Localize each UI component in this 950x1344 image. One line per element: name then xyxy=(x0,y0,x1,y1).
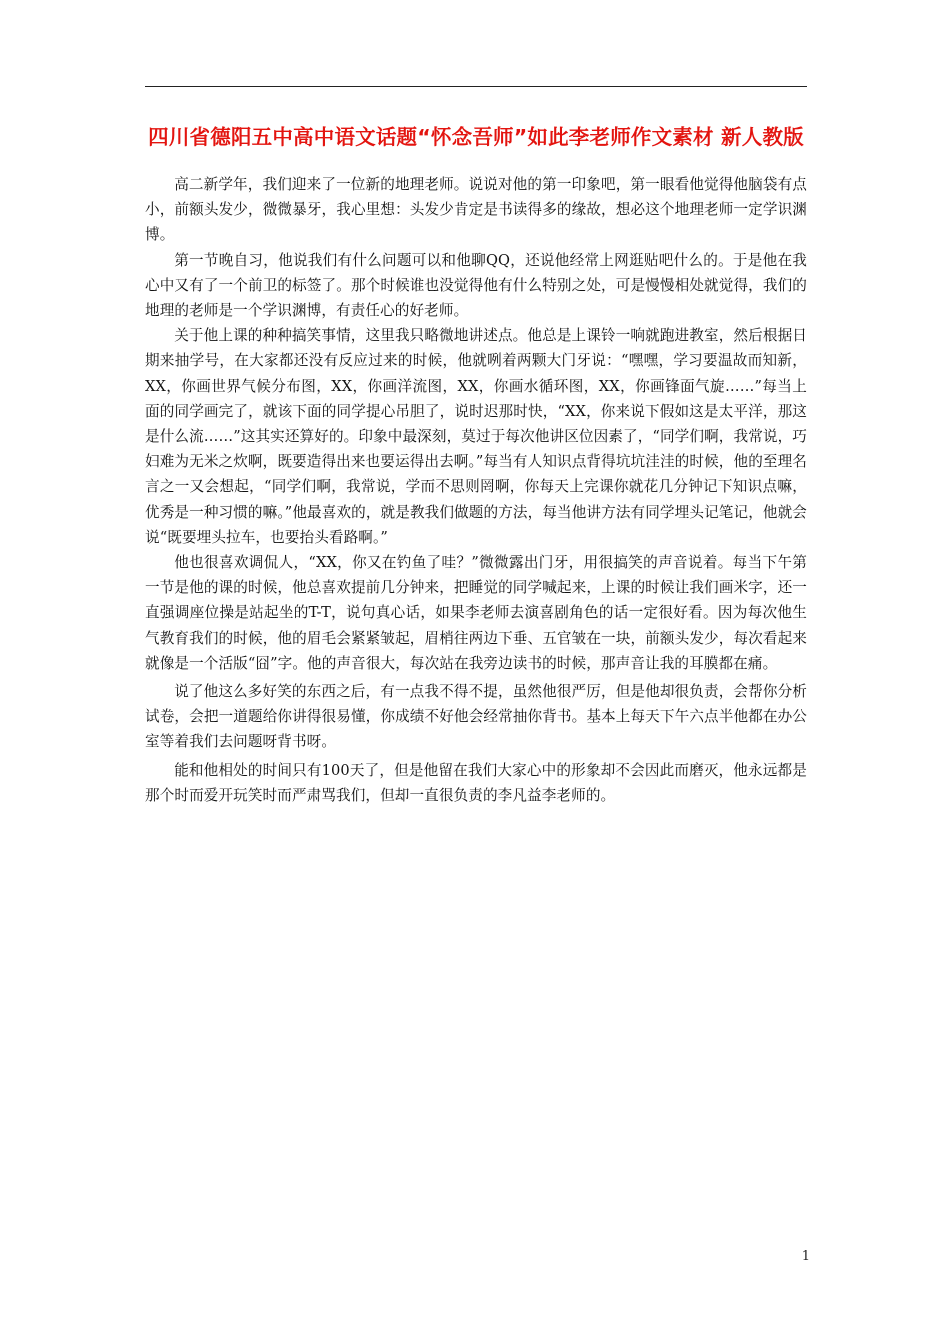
paragraph-4: 他也很喜欢调侃人，“XX，你又在钓鱼了哇？”微微露出门牙，用很搞笑的声音说着。每当下午第一节是他的课的时候，他总喜欢提前几分钟来，把睡觉的同学喊起来，上课的时候让我们画米字，还一直强调座位操是站起坐的T-T，说句真心话，如果李老师去演喜剧角色的话一定很好看。因为每次他生气教育我们的时候，他的眉毛会紧紧皱起，眉梢往两边下垂、五官皱在一块，前额头发少，每次看起来就像是一个活版“囧”字。他的声音很大，每次站在我旁边读书的时候，那声音让我的耳膜都在痛。 xyxy=(145,554,807,672)
paragraph-2: 第一节晚自习，他说我们有什么问题可以和他聊QQ，还说他经常上网逛贴吧什么的。于是他在我心中又有了一个前卫的标签了。那个时候谁也没觉得他有什么特别之处，可是慢慢相处就觉得，我们的地理的老师是一个学识渊博，有责任心的好老师。 xyxy=(145,251,807,320)
document-title: 四川省德阳五中高中语文话题“怀念吾师”如此李老师作文素材 新人教版 xyxy=(148,125,804,149)
paragraph-1: 高二新学年，我们迎来了一位新的地理老师。说说对他的第一印象吧，第一眼看他觉得他脑袋有点小，前额头发少，微微暴牙，我心里想：头发少肯定是书读得多的缘故，想必这个地理老师一定学识渊博。 xyxy=(145,176,807,244)
header-rule xyxy=(145,86,807,87)
document-body xyxy=(145,172,807,808)
paragraph-3: 关于他上课的种种搞笑事情，这里我只略微地讲述点。他总是上课铃一响就跑进教室，然后根据日期来抽学号，在大家都还没有反应过来的时候，他就咧着两颗大门牙说：“嘿嘿，学习要温故而知新，XX，你画世界气候分布图，XX，你画洋流图，XX，你画水循环图，XX，你画锋面气旋……”每当上面的同学画完了，就该下面的同学提心吊胆了，说时迟那时快，“XX，你来说下假如这是太平洋，那这是什么流……”这其实还算好的。印象中最深刻，莫过于每次他讲区位因素了，“同学们啊，我常说，巧妇难为无米之炊啊，既要造得出来也要运得出去啊。”每当有人知识点背得坑坑洼洼的时候，他的至理名言之一又会想起，“同学们啊，我常说，学而不思则罔啊，你每天上完课你就花几分钟记下知识点嘛，优秀是一种习惯的嘛。”他最喜欢的，就是教我们做题的方法，每当他讲方法有同学埋头记笔记，他就会说“既要埋头拉车，也要抬头看路啊。” xyxy=(145,327,807,546)
paragraph-5: 说了他这么多好笑的东西之后，有一点我不得不提，虽然他很严厉，但是他却很负责，会帮你分析试卷，会把一道题给你讲得很易懂，你成绩不好他会经常抽你背书。基本上每天下午六点半他都在办公室等着我们去问题呀背书呀。 xyxy=(145,683,807,751)
page-number: 1 xyxy=(801,1249,810,1264)
paragraph-6: 能和他相处的时间只有100天了，但是他留在我们大家心中的形象却不会因此而磨灭，他永远都是那个时而爱开玩笑时而严肃骂我们，但却一直很负责的李凡益李老师的。 xyxy=(145,761,807,804)
